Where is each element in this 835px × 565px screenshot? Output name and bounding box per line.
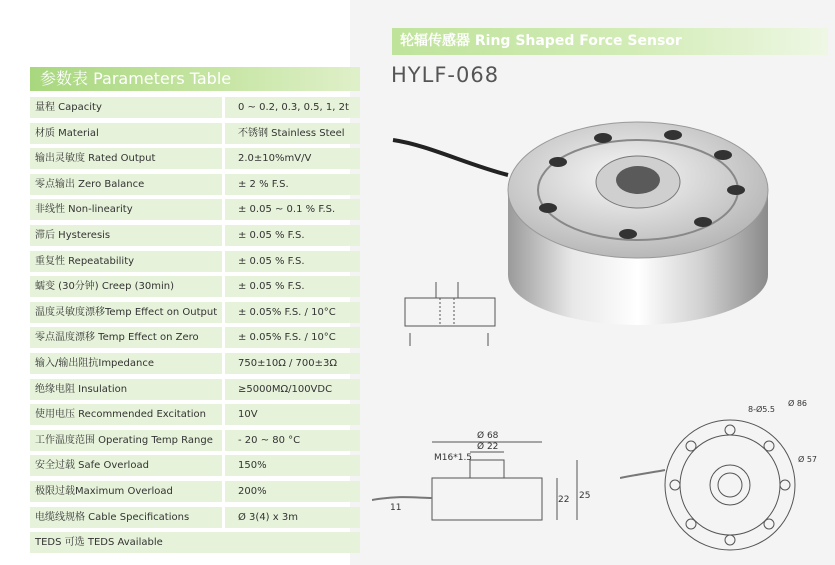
param-label: 工作温度范围 Operating Temp Range bbox=[35, 434, 213, 446]
param-row bbox=[30, 453, 360, 479]
parameters-table bbox=[30, 95, 360, 556]
dim-w11: 11 bbox=[390, 503, 402, 513]
param-value: ± 0.05 ~ 0.1 % F.S. bbox=[238, 204, 336, 216]
param-value: 10V bbox=[238, 409, 258, 421]
top-view-drawing bbox=[620, 390, 835, 560]
param-value: ± 0.05 % F.S. bbox=[238, 255, 305, 267]
param-label: 蠕变 (30分钟) Creep (30min) bbox=[35, 281, 174, 293]
param-value: 2.0±10%mV/V bbox=[238, 153, 312, 165]
param-value: 200% bbox=[238, 485, 267, 497]
param-value: ≥5000MΩ/100VDC bbox=[238, 383, 333, 395]
param-value: ± 2 % F.S. bbox=[238, 178, 289, 190]
teds-label: TEDS 可选 TEDS Available bbox=[35, 537, 163, 549]
param-label: 输入/输出阻抗Impedance bbox=[35, 357, 155, 369]
param-row bbox=[30, 300, 360, 326]
dim-d68: Ø 68 bbox=[477, 431, 499, 441]
param-label: 安全过载 Safe Overload bbox=[35, 460, 149, 472]
param-label: 输出灵敏度 Rated Output bbox=[35, 153, 156, 165]
model-title: HYLF-068 bbox=[391, 63, 500, 87]
table-header: 参数表 Parameters Table bbox=[30, 67, 360, 91]
param-row bbox=[30, 505, 360, 531]
param-label: 零点温度漂移 Temp Effect on Zero bbox=[35, 332, 199, 344]
front-dimension-drawing bbox=[372, 420, 602, 550]
param-row bbox=[30, 479, 360, 505]
param-label: 零点输出 Zero Balance bbox=[35, 178, 145, 190]
dim-d57: Ø 57 bbox=[798, 455, 818, 464]
param-label: 重复性 Repeatability bbox=[35, 255, 135, 267]
mount-diagram bbox=[400, 278, 500, 348]
param-label: 非线性 Non-linearity bbox=[35, 204, 133, 216]
param-label: 电缆线规格 Cable Specifications bbox=[35, 511, 190, 523]
param-row bbox=[30, 351, 360, 377]
dim-h22: 22 bbox=[558, 495, 570, 505]
param-label: 极限过载Maximum Overload bbox=[35, 485, 173, 497]
param-row bbox=[30, 377, 360, 403]
param-row bbox=[30, 249, 360, 275]
param-row bbox=[30, 121, 360, 147]
param-value: 150% bbox=[238, 460, 267, 472]
param-label: 量程 Capacity bbox=[35, 102, 102, 113]
dim-holes: 8-Ø5.5 bbox=[748, 405, 775, 414]
param-row bbox=[30, 197, 360, 223]
param-value: ± 0.05% F.S. / 10°C bbox=[238, 306, 336, 318]
param-value: - 20 ~ 80 °C bbox=[238, 434, 301, 446]
dim-thread: M16*1.5 bbox=[434, 453, 473, 463]
param-value: ± 0.05 % F.S. bbox=[238, 281, 305, 293]
param-row bbox=[30, 172, 360, 198]
param-value: ± 0.05% F.S. / 10°C bbox=[238, 332, 336, 344]
param-row bbox=[30, 146, 360, 172]
param-label: 使用电压 Recommended Excitation bbox=[35, 409, 206, 421]
param-row bbox=[30, 95, 360, 121]
param-row bbox=[30, 325, 360, 351]
teds-row bbox=[30, 530, 360, 556]
param-row bbox=[30, 402, 360, 428]
param-row bbox=[30, 223, 360, 249]
param-row bbox=[30, 428, 360, 454]
param-value: 0 ~ 0.2, 0.3, 0.5, 1, 2t bbox=[238, 102, 349, 113]
param-value: ± 0.05 % F.S. bbox=[238, 229, 305, 241]
dim-d86: Ø 86 bbox=[788, 399, 808, 408]
param-label: 温度灵敏度漂移Temp Effect on Output bbox=[35, 306, 218, 318]
param-value: 不锈钢 Stainless Steel bbox=[238, 127, 345, 139]
param-row bbox=[30, 274, 360, 300]
dim-d22: Ø 22 bbox=[477, 442, 499, 452]
param-value: Ø 3(4) x 3m bbox=[238, 511, 298, 523]
param-label: 滞后 Hysteresis bbox=[35, 229, 111, 241]
dim-h25: 25 bbox=[579, 491, 591, 501]
param-value: 750±10Ω / 700±3Ω bbox=[238, 357, 338, 369]
param-label: 材质 Material bbox=[35, 127, 99, 139]
product-banner: 轮辐传感器 Ring Shaped Force Sensor bbox=[392, 28, 828, 55]
param-label: 绝缘电阻 Insulation bbox=[35, 383, 128, 395]
